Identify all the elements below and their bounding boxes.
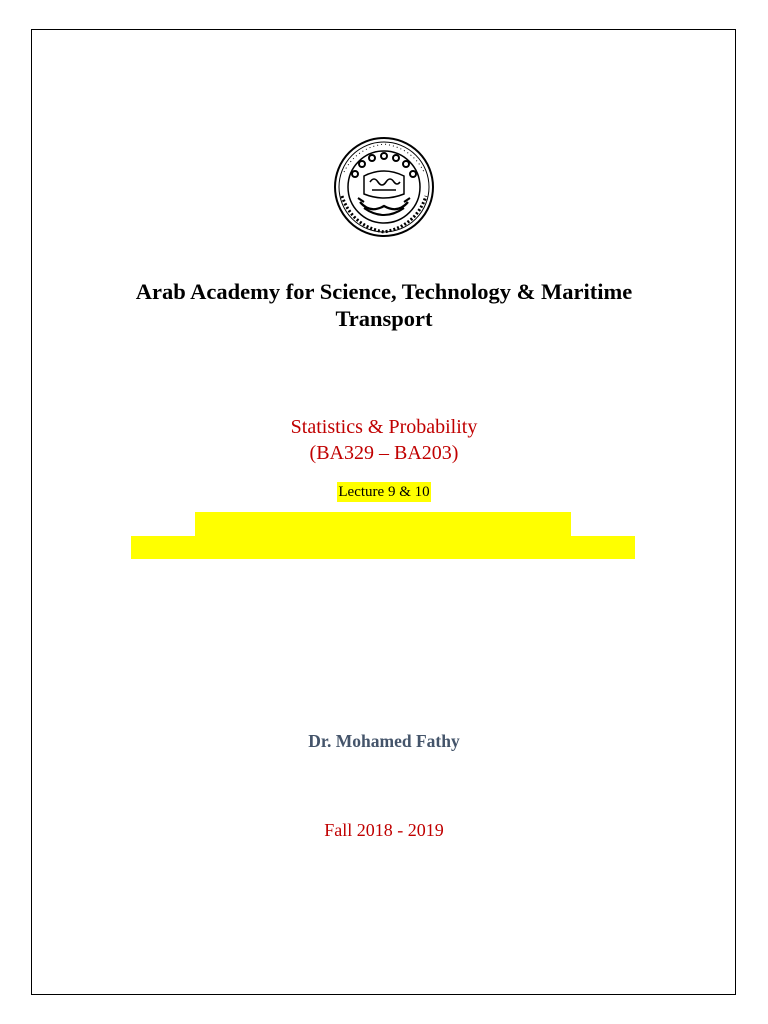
highlight-band-lower xyxy=(131,536,635,559)
institution-name-line1: Arab Academy for Science, Technology & Maritime xyxy=(135,279,633,304)
course-title: Statistics & Probability xyxy=(290,416,478,438)
lecture-line xyxy=(0,482,768,502)
institution-name-line2: Transport xyxy=(335,306,433,331)
author-name: Dr. Mohamed Fathy xyxy=(308,731,460,751)
academy-emblem-icon xyxy=(330,136,438,238)
term-label: Fall 2018 - 2019 xyxy=(324,820,444,840)
lecture-label: Lecture 9 & 10 xyxy=(338,484,430,500)
course-code: (BA329 – BA203) xyxy=(309,442,459,464)
highlight-band-upper xyxy=(195,512,571,537)
